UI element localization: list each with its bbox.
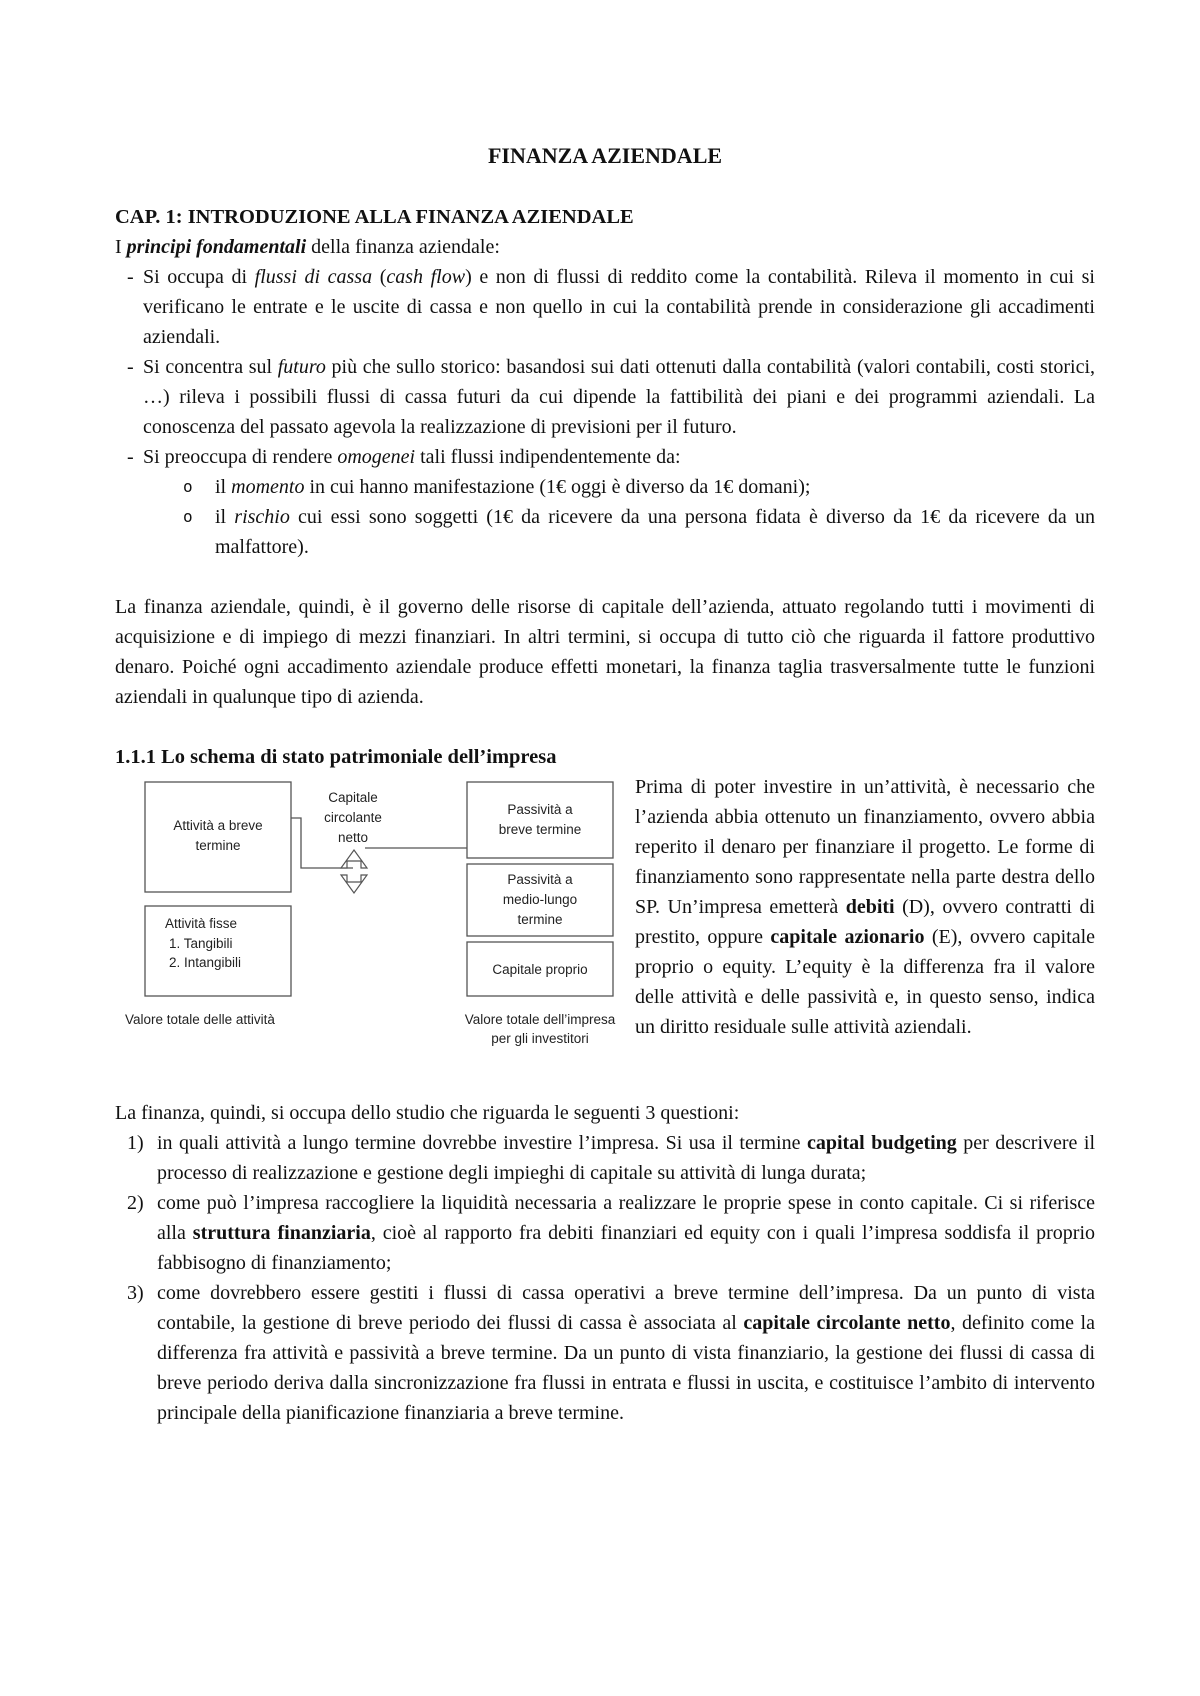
box-short-term-liabilities: [467, 782, 613, 858]
box-long-term-liabilities-label-3: termine: [517, 912, 563, 927]
ccn-label-3: netto: [337, 830, 369, 845]
sub-list: [143, 472, 1095, 562]
intro-line: I principi fondamentali della finanza aziendale:: [115, 236, 500, 258]
questions-list: [115, 1128, 1095, 1428]
chapter-heading: CAP. 1: INTRODUZIONE ALLA FINANZA AZIENDALE: [115, 206, 634, 228]
ccn-arrow-up: [341, 850, 367, 868]
box-fixed-assets-item-2: 2. Intangibili: [169, 955, 242, 970]
section-heading: 1.1.1 Lo schema di stato patrimoniale dell’impresa: [115, 746, 557, 768]
caption-total-value-1: Valore totale dell’impresa: [464, 1012, 616, 1027]
list-item: - Si preoccupa di rendere omogenei tali flussi indipendentemente da: o il momento in cui hanno manifestazione (1€ oggi è diverso da 1€ domani); o il rischio cui essi sono soggetti (1€ da ricevere da una persona fidata è diverso da 1€ da ricevere da un malfattore).: [115, 442, 1095, 562]
list-item: 3) come dovrebbero essere gestiti i flussi di cassa operativi a breve termine dell’impresa. Da un punto di vista contabile, la gestione di breve periodo dei flussi di cassa è associata al capitale circolante netto, definito come la differenza fra attività e passività a breve termine. Da un punto di vista finanziario, la gestione dei flussi di cassa di breve periodo deriva dalla sincronizzazione fra flussi in entrata e flussi in uscita, e costituisce l’ambito di intervento principale della pianificazione finanziaria a breve termine.: [127, 1282, 1095, 1424]
list-item: 2) come può l’impresa raccogliere la liquidità necessaria a realizzare le proprie spese in conto capitale. Ci si riferisce alla struttura finanziaria, cioè al rapporto fra debiti finanziari ed equity con i quali l’impresa soddisfa il proprio fabbisogno di finanziamento;: [127, 1192, 1096, 1274]
ccn-label-1: Capitale: [328, 790, 378, 805]
box-long-term-liabilities-label-2: medio-lungo: [502, 892, 578, 907]
sub-list-item: o il momento in cui hanno manifestazione (1€ oggi è diverso da 1€ domani);: [215, 472, 1095, 502]
document-title: FINANZA AZIENDALE: [487, 143, 723, 168]
box-short-term-liabilities-label-2: breve termine: [498, 822, 582, 837]
paragraph-questions-intro: La finanza, quindi, si occupa dello studio che riguarda le seguenti 3 questioni:: [115, 1102, 740, 1124]
principles-list: [115, 262, 1095, 562]
paragraph-finance-definition: La finanza aziendale, quindi, è il governo delle risorse di capitale dell’azienda, attuato regolando tutti i movimenti di acquisizione e di impiego di mezzi finanziari. In altri termini, si occupa di tutto ciò che riguarda il fattore produttivo denaro. Poiché ogni accadimento aziendale produce effetti monetari, la finanza taglia trasversalmente tutte le funzioni aziendali in qualunque tipo di azienda.: [115, 596, 1095, 708]
caption-total-value-2: per gli investitori: [491, 1031, 589, 1046]
balance-sheet-svg: [115, 772, 625, 1068]
caption-total-assets: Valore totale delle attività: [125, 1012, 275, 1027]
list-item: - Si occupa di flussi di cassa (cash flow) e non di flussi di reddito come la contabilità. Rileva il momento in cui si verificano le entrate e le uscite di cassa e non quello in cui la contabilità prende in considerazione gli accadimenti aziendali.: [115, 262, 1095, 352]
box-fixed-assets-item-1: 1. Tangibili: [169, 936, 233, 951]
balance-sheet-diagram: [115, 772, 625, 1068]
list-item: 1) in quali attività a lungo termine dovrebbe investire l’impresa. Si usa il termine capital budgeting per descrivere il processo di realizzazione e gestione degli impieghi di capitale su attività di lunga durata;: [127, 1132, 1096, 1184]
box-equity-label: Capitale proprio: [492, 962, 588, 977]
ccn-arrow-down: [341, 875, 367, 893]
list-item: - Si concentra sul futuro più che sullo storico: basandosi sui dati ottenuti dalla contabilità (valori contabili, costi storici, …) rileva i possibili flussi di cassa futuri da cui dipende la fattibilità dei piani e dei programmi aziendali. La conoscenza del passato agevola la realizzazione di previsioni per il futuro.: [115, 352, 1095, 442]
box-short-term-liabilities-label-1: Passività a: [507, 802, 573, 817]
ccn-label-2: circolante: [324, 810, 382, 825]
document-body: [115, 140, 1095, 1428]
box-short-term-assets-label-2: termine: [195, 838, 241, 853]
box-fixed-assets-title: Attività fisse: [165, 916, 238, 931]
sub-list-item: o il rischio cui essi sono soggetti (1€ da ricevere da una persona fidata è diverso da 1€ da ricevere da un malfattore).: [215, 502, 1095, 562]
box-long-term-liabilities-label-1: Passività a: [507, 872, 573, 887]
paragraph-balance-sheet: Prima di poter investire in un’attività, è necessario che l’azienda abbia ottenuto un finanziamento, ovvero abbia reperito il denaro per finanziare il progetto. Le forme di finanziamento sono rappresentate nella parte destra dello SP. Un’impresa emetterà debiti (D), ovvero contratti di prestito, oppure capitale azionario (E), ovvero capitale proprio o equity. L’equity è la differenza fra il valore delle attività e delle passività e, in questo senso, indica un diritto residuale sulle attività aziendali.: [635, 776, 1096, 1038]
box-short-term-assets: [145, 782, 291, 892]
box-short-term-assets-label-1: Attività a breve: [173, 818, 263, 833]
